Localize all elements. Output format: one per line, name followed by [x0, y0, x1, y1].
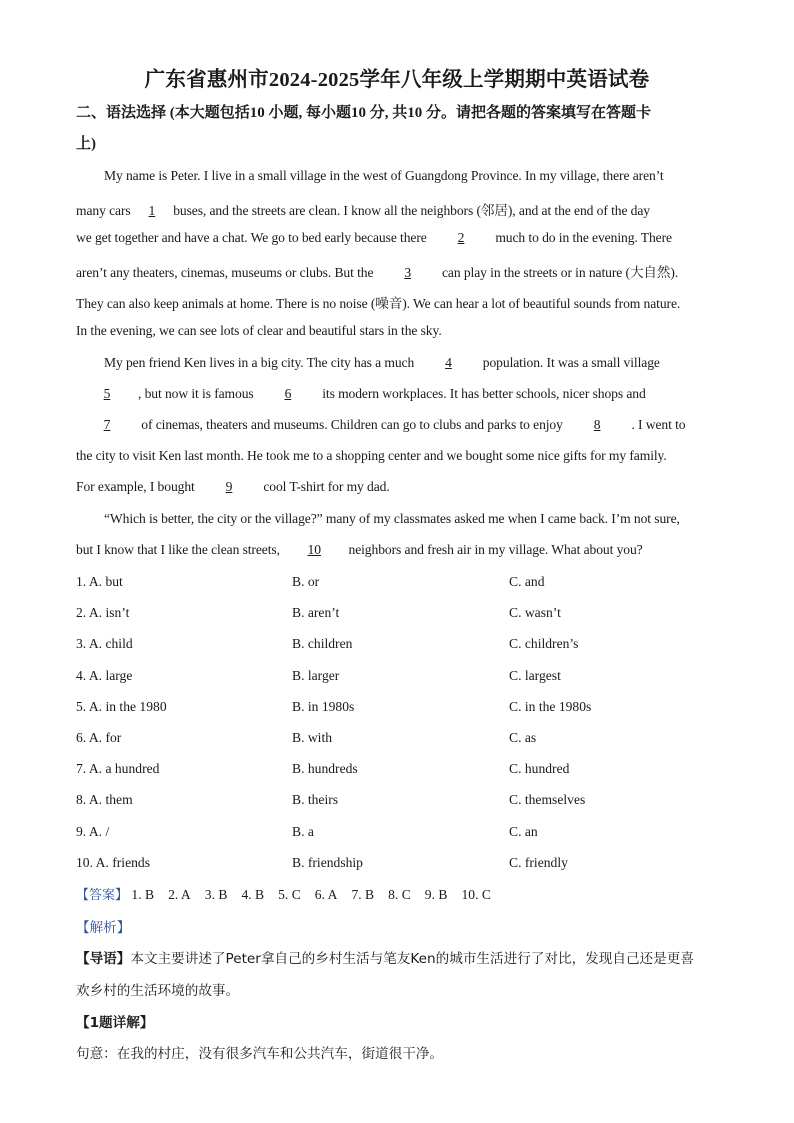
option-c: C. as: [509, 730, 537, 745]
blank-3: 3: [404, 265, 412, 280]
detail-label: 【1题详解】: [76, 1015, 154, 1031]
option-b: B. friendship: [292, 854, 363, 870]
passage-line: My name is Peter. I live in a small village in the west of Guangdong Province. In my village, there aren’t: [104, 168, 664, 183]
option-c: C. largest: [509, 667, 561, 683]
analysis-label: 【解析】: [76, 920, 131, 936]
option-a: 2. A. isn’t: [76, 605, 130, 621]
option-a: 3. A. child: [76, 636, 133, 652]
option-row: [76, 761, 736, 781]
option-row: [76, 699, 736, 719]
option-b: B. with: [292, 730, 333, 745]
option-row: [76, 792, 736, 812]
blank-5: 5: [103, 386, 111, 401]
guide-line: 【导语】本文主要讲述了Peter拿自己的乡村生活与笔友Ken的城市生活进行了对比，发现自己还是更喜: [76, 951, 694, 967]
option-row: [76, 730, 736, 750]
option-b: B. children: [292, 636, 353, 652]
answer-item: 4. B: [241, 887, 265, 902]
blank-1: 1: [148, 203, 156, 218]
passage-line: For example, I bought 9 cool T-shirt for my dad.: [76, 479, 390, 494]
passage-line: we get together and have a chat. We go to bed early because there 2 much to do in the evening. There: [76, 230, 672, 245]
section-heading-line2: 上): [76, 136, 96, 152]
option-c: C. themselves: [509, 792, 586, 808]
passage-line: They can also keep animals at home. There is no noise (噪音). We can hear a lot of beautiful sounds from nature.: [76, 296, 681, 311]
passage-line: the city to visit Ken last month. He took me to a shopping center and we bought some nice gifts for my family.: [76, 448, 667, 463]
option-c: C. an: [509, 823, 538, 839]
option-a: 4. A. large: [76, 667, 133, 683]
blank-6: 6: [284, 386, 292, 401]
option-b: B. a: [292, 823, 314, 839]
passage-line: 5 , but now it is famous 6 its modern workplaces. It has better schools, nicer shops and: [76, 386, 646, 402]
blank-4: 4: [445, 355, 452, 370]
passage-line: but I know that I like the clean streets, 10 neighbors and fresh air in my village. What about you?: [76, 542, 643, 557]
option-c: C. wasn’t: [509, 605, 561, 621]
option-c: C. in the 1980s: [509, 698, 592, 714]
option-row: [76, 668, 736, 688]
option-a: 7. A. a hundred: [76, 761, 160, 777]
option-a: 6. A. for: [76, 730, 122, 745]
option-row: [76, 636, 736, 656]
blank-7: 7: [103, 417, 111, 432]
passage-line: aren’t any theaters, cinemas, museums or clubs. But the 3 can play in the streets or in nature (大自然).: [76, 265, 679, 280]
answer-item: 6. A: [314, 887, 338, 902]
answer-label: 【答案】: [76, 888, 129, 903]
blank-2: 2: [457, 230, 465, 245]
passage-line: My pen friend Ken lives in a big city. The city has a much 4 population. It was a small village: [104, 355, 660, 370]
passage-line: In the evening, we can see lots of clear and beautiful stars in the sky.: [76, 323, 442, 338]
option-row: [76, 824, 736, 844]
guide-label: 【导语】: [76, 951, 131, 967]
option-b: B. larger: [292, 667, 340, 683]
answer-item: 9. B: [424, 887, 448, 902]
option-b: B. aren’t: [292, 605, 340, 621]
blank-10: 10: [307, 542, 321, 557]
option-row: [76, 855, 736, 875]
option-a: 1. A. but: [76, 574, 123, 589]
option-a: 5. A. in the 1980: [76, 698, 167, 714]
answer-item: 1. B: [131, 887, 155, 902]
blank-9: 9: [225, 479, 233, 494]
option-a: 9. A. /: [76, 823, 110, 839]
option-c: C. hundred: [509, 761, 570, 777]
option-c: C. and: [509, 574, 545, 589]
option-b: B. theirs: [292, 792, 339, 808]
option-a: 8. A. them: [76, 792, 133, 808]
page-title: 广东省惠州市2024-2025学年八年级上学期期中英语试卷: [144, 69, 650, 91]
answer-key: [76, 884, 505, 903]
answer-item: 3. B: [204, 887, 228, 902]
section-heading-line1: 二、语法选择 (本大题包括10 小题, 每小题10 分, 共10 分。请把各题的答案填写在答题卡: [76, 105, 651, 121]
section-heading: [76, 98, 726, 160]
answer-item: 5. C: [278, 887, 301, 902]
answer-item: 10. C: [461, 887, 491, 902]
option-c: C. friendly: [509, 854, 568, 870]
passage-line: “Which is better, the city or the village?” many of my classmates asked me when I came back. I’m not sure,: [104, 511, 680, 526]
option-b: B. in 1980s: [292, 698, 355, 714]
option-row: [76, 574, 736, 594]
option-b: B. or: [292, 574, 320, 589]
detail-line: 句意：在我的村庄，没有很多汽车和公共汽车，街道很干净。: [76, 1046, 444, 1062]
passage-line: many cars 1 buses, and the streets are clean. I know all the neighbors (邻居), and at the end of the day: [76, 203, 651, 218]
guide-line: 欢乡村的生活环境的故事。: [76, 983, 240, 999]
answer-item: 8. C: [388, 887, 411, 902]
answer-items: [131, 887, 505, 902]
option-row: [76, 605, 736, 625]
passage-line: 7 of cinemas, theaters and museums. Children can go to clubs and parks to enjoy 8 . I went to: [76, 417, 685, 433]
option-b: B. hundreds: [292, 761, 358, 777]
answer-item: 7. B: [351, 887, 375, 902]
answer-item: 2. A: [168, 887, 191, 902]
blank-8: 8: [593, 417, 601, 432]
option-c: C. children’s: [509, 636, 579, 652]
option-a: 10. A. friends: [76, 854, 151, 870]
